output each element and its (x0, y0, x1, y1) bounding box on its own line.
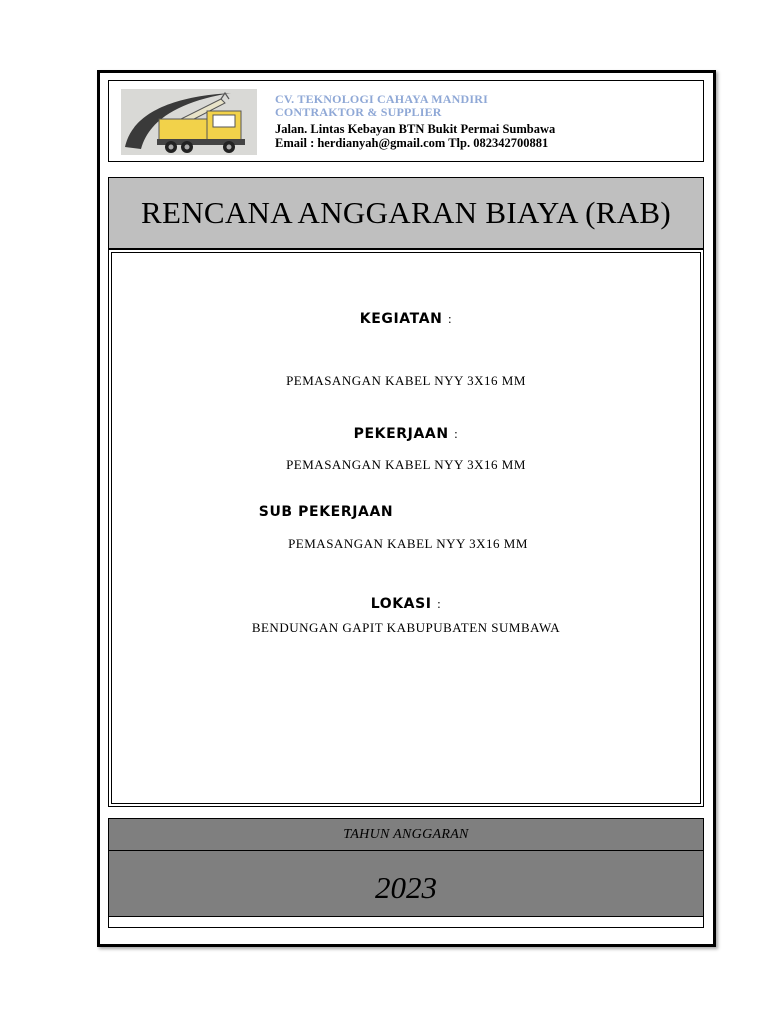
sub-pekerjaan-label-row (32, 504, 620, 520)
budget-year-bottom-strip (109, 916, 703, 927)
content-panel (108, 249, 704, 807)
lokasi-colon: : (437, 596, 442, 611)
budget-year-label: TAHUN ANGGARAN (343, 826, 469, 842)
sub-pekerjaan-label: SUB PEKERJAAN (258, 504, 394, 520)
kegiatan-label: KEGIATAN (359, 311, 443, 327)
sub-pekerjaan-value: PEMASANGAN KABEL NYY 3X16 MM (288, 536, 528, 551)
kegiatan-colon: : (447, 311, 453, 326)
company-header (108, 80, 704, 162)
budget-year-value-row (109, 852, 703, 924)
company-contact: Email : herdianyah@gmail.com Tlp. 082342700881 (275, 136, 549, 150)
pekerjaan-value: PEMASANGAN KABEL NYY 3X16 MM (286, 457, 526, 472)
budget-year-label-row (109, 819, 703, 851)
company-info (275, 93, 555, 150)
lokasi-label: LOKASI (370, 596, 432, 612)
company-address: Jalan. Lintas Kebayan BTN Bukit Permai Sumbawa (275, 122, 556, 136)
company-subtitle: CONTRAKTOR & SUPPLIER (275, 105, 442, 119)
kegiatan-label-row (112, 311, 700, 327)
pekerjaan-label-row (112, 426, 700, 442)
document-page (97, 70, 716, 947)
content-inner-border (111, 252, 701, 804)
company-name: CV. TEKNOLOGI CAHAYA MANDIRI (275, 92, 488, 106)
kegiatan-value: PEMASANGAN KABEL NYY 3X16 MM (286, 373, 526, 388)
lokasi-value: BENDUNGAN GAPIT KABUPUBATEN SUMBAWA (251, 620, 561, 635)
crane-truck-icon (121, 89, 257, 155)
pekerjaan-label: PEKERJAAN (353, 426, 449, 442)
budget-year-panel (108, 818, 704, 928)
pekerjaan-colon: : (454, 426, 459, 441)
title-banner (108, 177, 704, 249)
page-title: RENCANA ANGGARAN BIAYA (RAB) (140, 195, 671, 230)
lokasi-label-row (112, 596, 700, 612)
budget-year-value: 2023 (375, 870, 437, 905)
